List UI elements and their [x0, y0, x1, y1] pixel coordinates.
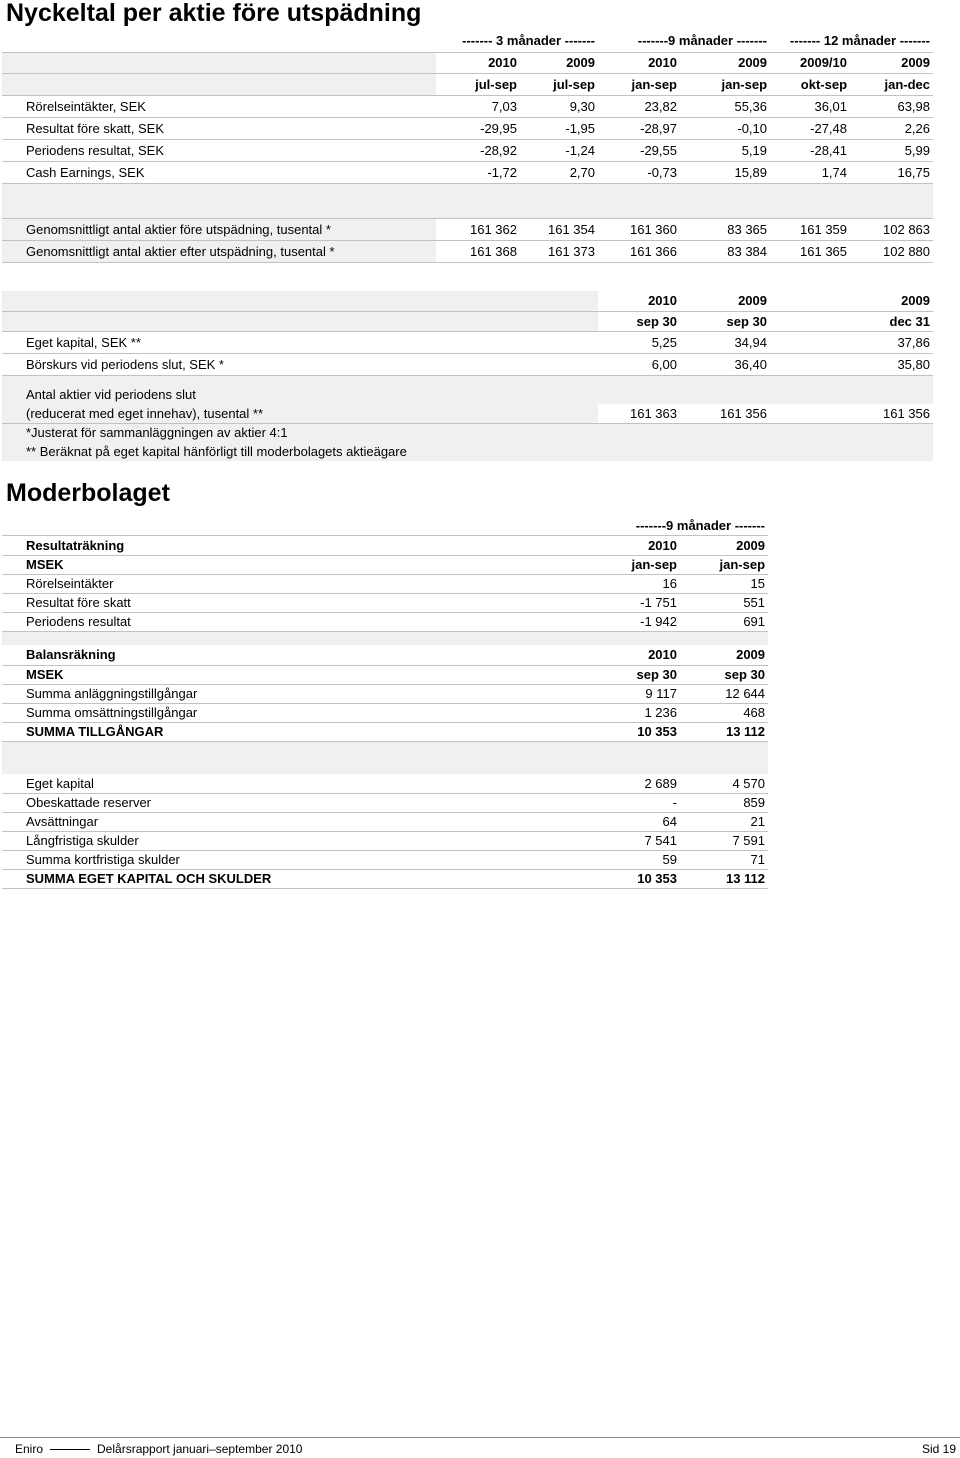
table-row [2, 218, 933, 240]
year-header: 2009 [770, 291, 933, 311]
table-row [2, 385, 933, 404]
date-header: sep 30 [598, 665, 680, 684]
cell: 10 353 [598, 722, 680, 741]
year-header: 2010 [598, 535, 680, 555]
cell: 161 356 [770, 404, 933, 423]
cell: 15,89 [680, 161, 770, 183]
cell: 468 [680, 703, 768, 722]
cell: 13 112 [680, 869, 768, 888]
row-label: Eget kapital, SEK ** [2, 331, 598, 353]
row-label: Cash Earnings, SEK [2, 161, 436, 183]
unit-label: MSEK [2, 555, 598, 574]
cell: -28,92 [436, 139, 520, 161]
cell: 161 356 [680, 404, 770, 423]
cell: 55,36 [680, 95, 770, 117]
table-row [2, 774, 768, 793]
cell: -1,24 [520, 139, 598, 161]
table-row [2, 850, 768, 869]
row-label: Långfristiga skulder [2, 831, 598, 850]
table-row [2, 793, 768, 812]
table-row [2, 612, 768, 631]
row-label: Resultat före skatt [2, 593, 598, 612]
unit-label: MSEK [2, 665, 598, 684]
footer-dash [50, 1449, 90, 1450]
cell: 34,94 [680, 331, 770, 353]
table-row [2, 353, 933, 375]
row-label: SUMMA EGET KAPITAL OCH SKULDER [2, 869, 598, 888]
cell: 161 365 [770, 240, 850, 262]
year-header: 2010 [598, 52, 680, 73]
row-label: Periodens resultat, SEK [2, 139, 436, 161]
cell: -1,95 [520, 117, 598, 139]
total-row [2, 722, 768, 741]
cell: 161 360 [598, 218, 680, 240]
cell: 859 [680, 793, 768, 812]
range-header: jul-sep [520, 73, 598, 95]
cell: 5,99 [850, 139, 933, 161]
range-header: jan-sep [680, 73, 770, 95]
cell: 161 373 [520, 240, 598, 262]
balance-header-row [2, 645, 768, 665]
date-header: sep 30 [680, 311, 770, 331]
page-footer [0, 1437, 960, 1458]
unit-header-row [2, 555, 768, 574]
total-row [2, 869, 768, 888]
cell: 161 366 [598, 240, 680, 262]
cell: 63,98 [850, 95, 933, 117]
income-header-row [2, 535, 768, 555]
cell: 7 591 [680, 831, 768, 850]
row-label: Resultat före skatt, SEK [2, 117, 436, 139]
footer-rule [0, 1437, 960, 1438]
year-header-row [2, 291, 933, 311]
footer-report: Delårsrapport januari–september 2010 [97, 1442, 303, 1456]
table-row [2, 703, 768, 722]
year-header: 2010 [598, 291, 680, 311]
cell: 1,74 [770, 161, 850, 183]
period-9-months: -------9 månader ------- [598, 30, 770, 52]
cell: 16,75 [850, 161, 933, 183]
cell: 691 [680, 612, 768, 631]
row-label: Börskurs vid periodens slut, SEK * [2, 353, 598, 375]
cell: 2 689 [598, 774, 680, 793]
cell: -0,10 [680, 117, 770, 139]
year-header: 2009 [680, 52, 770, 73]
cell: 5,19 [680, 139, 770, 161]
row-label: Avsättningar [2, 812, 598, 831]
cell: 36,40 [680, 353, 770, 375]
cell: 9 117 [598, 684, 680, 703]
year-header-row [2, 52, 933, 73]
row-label: Summa kortfristiga skulder [2, 850, 598, 869]
cell: 7 541 [598, 831, 680, 850]
row-label: Periodens resultat [2, 612, 598, 631]
cell: 83 365 [680, 218, 770, 240]
range-header: jan-dec [850, 73, 933, 95]
range-header: jan-sep [598, 555, 680, 574]
spacer-row [2, 375, 933, 385]
cell: -29,95 [436, 117, 520, 139]
period-12-months: ------- 12 månader ------- [770, 30, 933, 52]
range-header-row [2, 73, 933, 95]
unit-header-row [2, 665, 768, 684]
table-row [2, 812, 768, 831]
row-label: SUMMA TILLGÅNGAR [2, 722, 598, 741]
key-ratios-table [2, 30, 933, 263]
cell: 12 644 [680, 684, 768, 703]
parent-company-table [2, 512, 768, 889]
date-header: sep 30 [680, 665, 768, 684]
table-row [2, 161, 933, 183]
cell: - [598, 793, 680, 812]
cell: -0,73 [598, 161, 680, 183]
cell: 37,86 [770, 331, 933, 353]
row-label: Rörelseintäkter, SEK [2, 95, 436, 117]
cell: 161 362 [436, 218, 520, 240]
footnote-row [2, 423, 933, 442]
cell: 9,30 [520, 95, 598, 117]
row-label: Summa omsättningstillgångar [2, 703, 598, 722]
page-title: Nyckeltal per aktie före utspädning [6, 0, 422, 27]
row-label: Genomsnittligt antal aktier efter utspädning, tusental * [2, 240, 436, 262]
table-row [2, 574, 768, 593]
year-header: 2009 [520, 52, 598, 73]
year-header: 2010 [436, 52, 520, 73]
spacer-row [2, 183, 933, 218]
footnote-row [2, 442, 933, 461]
cell: -1,72 [436, 161, 520, 183]
cell: 13 112 [680, 722, 768, 741]
cell: 64 [598, 812, 680, 831]
date-header-row [2, 311, 933, 331]
table-row [2, 95, 933, 117]
balance-sheet-title: Balansräkning [2, 645, 598, 665]
cell: 2,70 [520, 161, 598, 183]
income-statement-title: Resultaträkning [2, 535, 598, 555]
cell: 161 368 [436, 240, 520, 262]
year-header: 2009/10 [770, 52, 850, 73]
row-label: Antal aktier vid periodens slut [2, 385, 598, 404]
cell: 59 [598, 850, 680, 869]
cell: 1 236 [598, 703, 680, 722]
year-header: 2009 [680, 645, 768, 665]
row-label: (reducerat med eget innehav), tusental ** [2, 404, 598, 423]
footnote: ** Beräknat på eget kapital hänförligt till moderbolagets aktieägare [2, 442, 933, 461]
row-label: Summa anläggningstillgångar [2, 684, 598, 703]
cell: 102 880 [850, 240, 933, 262]
cell: 36,01 [770, 95, 850, 117]
cell: 6,00 [598, 353, 680, 375]
year-header: 2009 [680, 291, 770, 311]
cell: -1 751 [598, 593, 680, 612]
cell: 83 384 [680, 240, 770, 262]
cell: 102 863 [850, 218, 933, 240]
cell: 2,26 [850, 117, 933, 139]
table-row [2, 404, 933, 423]
table-row [2, 593, 768, 612]
cell: 5,25 [598, 331, 680, 353]
table-row [2, 139, 933, 161]
table-row [2, 331, 933, 353]
cell: 21 [680, 812, 768, 831]
date-header: sep 30 [598, 311, 680, 331]
cell: 10 353 [598, 869, 680, 888]
table-row [2, 117, 933, 139]
range-header: jan-sep [598, 73, 680, 95]
range-header: okt-sep [770, 73, 850, 95]
cell: -28,41 [770, 139, 850, 161]
table-row [2, 684, 768, 703]
cell: 161 359 [770, 218, 850, 240]
range-header: jan-sep [680, 555, 768, 574]
row-label: Eget kapital [2, 774, 598, 793]
table-row [2, 831, 768, 850]
cell: -29,55 [598, 139, 680, 161]
cell: 551 [680, 593, 768, 612]
row-label: Genomsnittligt antal aktier före utspädning, tusental * [2, 218, 436, 240]
equity-table [2, 291, 933, 461]
cell: 7,03 [436, 95, 520, 117]
cell: 23,82 [598, 95, 680, 117]
year-header: 2009 [680, 535, 768, 555]
cell: -28,97 [598, 117, 680, 139]
section-title: Moderbolaget [6, 479, 170, 507]
spacer-row [2, 631, 768, 645]
period-header-row [2, 512, 768, 535]
row-label: Obeskattade reserver [2, 793, 598, 812]
cell: -1 942 [598, 612, 680, 631]
page-number: Sid 19 [921, 1442, 956, 1456]
year-header: 2009 [850, 52, 933, 73]
cell: 161 363 [598, 404, 680, 423]
cell: 4 570 [680, 774, 768, 793]
cell: 71 [680, 850, 768, 869]
cell: 16 [598, 574, 680, 593]
spacer-row [2, 741, 768, 774]
period-9-months: -------9 månader ------- [598, 512, 768, 535]
cell: 35,80 [770, 353, 933, 375]
row-label: Rörelseintäkter [2, 574, 598, 593]
cell: 15 [680, 574, 768, 593]
date-header: dec 31 [770, 311, 933, 331]
range-header: jul-sep [436, 73, 520, 95]
footnote: *Justerat för sammanläggningen av aktier 4:1 [2, 423, 933, 442]
table-row [2, 240, 933, 262]
cell: 161 354 [520, 218, 598, 240]
footer-left [15, 1442, 302, 1456]
period-3-months: ------- 3 månader ------- [436, 30, 598, 52]
footer-company: Eniro [15, 1442, 44, 1456]
cell: -27,48 [770, 117, 850, 139]
period-header-row [2, 30, 933, 52]
year-header: 2010 [598, 645, 680, 665]
